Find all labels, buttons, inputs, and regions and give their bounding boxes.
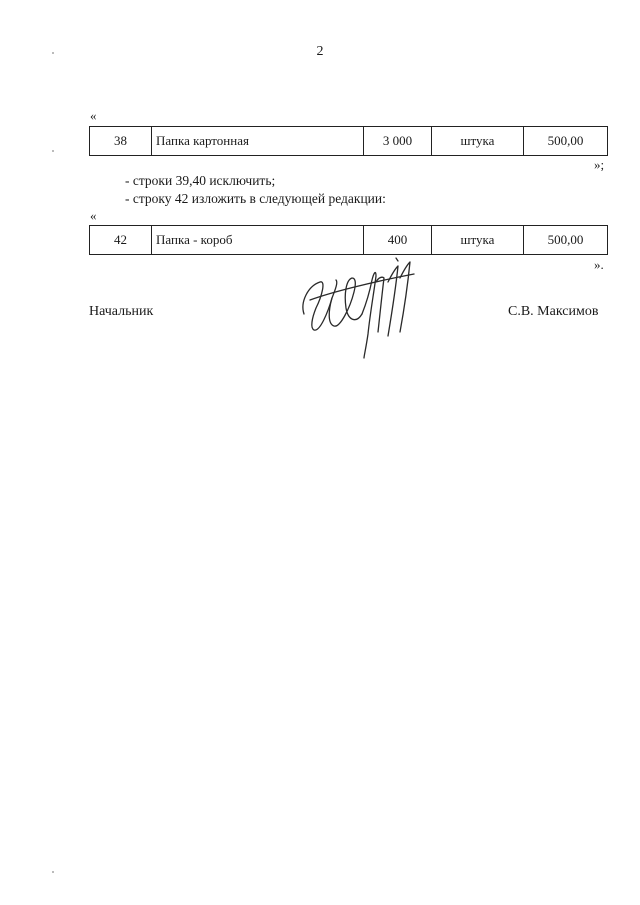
table-row — [90, 226, 608, 255]
signatory-title: Начальник — [89, 304, 154, 319]
closing-quote-2: ». — [594, 257, 604, 272]
table-row — [90, 127, 608, 156]
closing-quote-1: »; — [594, 157, 605, 172]
item-unit: штука — [432, 127, 524, 156]
scan-speck — [52, 52, 54, 54]
page-number: 2 — [316, 44, 324, 59]
item-price: 500,00 — [524, 127, 608, 156]
scan-speck — [52, 871, 54, 873]
handwritten-signature — [292, 252, 434, 364]
opening-quote-2: « — [90, 208, 97, 223]
item-quantity: 3 000 — [364, 127, 432, 156]
opening-quote-1: « — [90, 108, 97, 123]
item-name: Папка - короб — [152, 226, 364, 255]
scan-speck — [52, 150, 54, 152]
instruction-line-2: - строку 42 изложить в следующей редакции: — [125, 191, 386, 206]
item-unit: штука — [432, 226, 524, 255]
instruction-line-1: - строки 39,40 исключить; — [125, 173, 276, 188]
item-price: 500,00 — [524, 226, 608, 255]
row-number: 38 — [90, 127, 152, 156]
item-name: Папка картонная — [152, 127, 364, 156]
item-quantity: 400 — [364, 226, 432, 255]
row-number: 42 — [90, 226, 152, 255]
amendment-table-1 — [89, 126, 608, 156]
amendment-table-2 — [89, 225, 608, 255]
signatory-name: С.В. Максимов — [508, 304, 599, 319]
